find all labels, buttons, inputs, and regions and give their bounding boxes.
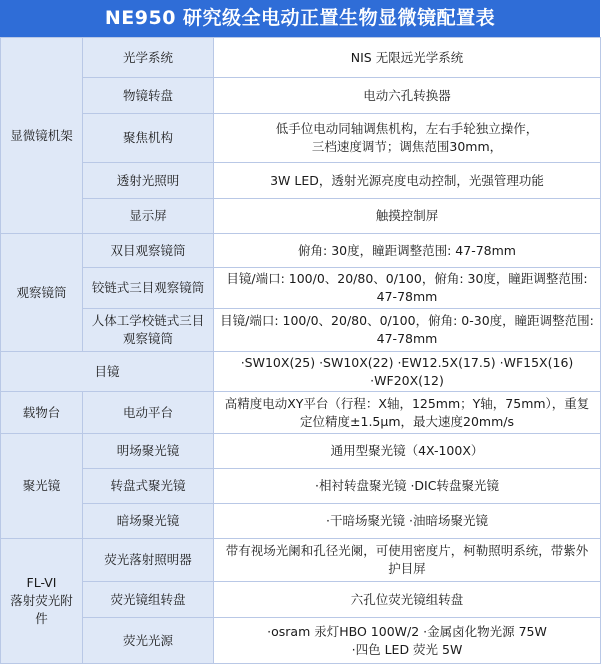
- item-label: 聚焦机构: [83, 114, 214, 163]
- value-line: 47-78mm: [376, 289, 438, 304]
- group-label-stage: 载物台: [1, 392, 83, 434]
- spec-table: [0, 37, 601, 664]
- group-label-tube: 观察镜筒: [1, 234, 83, 352]
- item-value: 六孔位荧光镜组转盘: [214, 582, 601, 618]
- item-label: 明场聚光镜: [83, 434, 214, 469]
- value-line: 定位精度±1.5μm，最大速度20mm/s: [300, 413, 514, 429]
- item-label-line: 人体工学校链式三目: [91, 313, 205, 328]
- item-value: 俯角: 30度，瞳距调整范围: 47-78mm: [214, 234, 601, 268]
- item-value: [214, 539, 601, 582]
- table-title: NE950 研究级全电动正置生物显微镜配置表: [0, 0, 600, 37]
- table-row: [1, 434, 601, 469]
- table-row: [1, 234, 601, 268]
- value-line: ·osram 汞灯HBO 100W/2 ·金属卤化物光源 75W: [267, 623, 547, 639]
- item-label: [83, 309, 214, 352]
- value-line: ·WF20X(12): [370, 372, 444, 388]
- item-value: 触摸控制屏: [214, 199, 601, 234]
- value-line: 目镜/端口: 100/0、20/80、0/100，俯角: 0-30度，瞳距调整范围:: [220, 313, 594, 328]
- table-row: [1, 38, 601, 78]
- table-row: [1, 618, 601, 664]
- table-row: [1, 539, 601, 582]
- table-row: [1, 392, 601, 434]
- item-value: NIS 无限远光学系统: [214, 38, 601, 78]
- table-row: [1, 469, 601, 504]
- item-label: 荧光镜组转盘: [83, 582, 214, 618]
- value-line: ·SW10X(25) ·SW10X(22) ·EW12.5X(17.5) ·WF15X(16): [240, 354, 574, 370]
- item-label: 电动平台: [83, 392, 214, 434]
- item-value: 3W LED，透射光源亮度电动控制，光强管理功能: [214, 163, 601, 199]
- item-label: 透射光照明: [83, 163, 214, 199]
- table-row: [1, 114, 601, 163]
- value-line: 47-78mm: [376, 331, 438, 346]
- item-label: 显示屏: [83, 199, 214, 234]
- item-value: ·干暗场聚光镜 ·油暗场聚光镜: [214, 504, 601, 539]
- item-value: [214, 114, 601, 163]
- table-row: [1, 582, 601, 618]
- group-label-line: FL-VI: [26, 575, 57, 590]
- table-row: [1, 352, 601, 392]
- value-line: 护目屏: [388, 561, 426, 576]
- group-label-line: 落射荧光附: [10, 593, 73, 608]
- group-label-condenser: 聚光镜: [1, 434, 83, 539]
- table-row: [1, 504, 601, 539]
- value-line: 三档速度调节；调焦范围30mm，: [311, 139, 503, 154]
- group-label-line: 件: [35, 611, 48, 626]
- item-label: 铰链式三目观察镜筒: [83, 268, 214, 309]
- item-value: 电动六孔转换器: [214, 78, 601, 114]
- value-line: ·四色 LED 荧光 5W: [351, 641, 463, 657]
- table-row: [1, 163, 601, 199]
- item-value: [214, 268, 601, 309]
- item-value: [214, 392, 601, 434]
- value-line: 低手位电动同轴调焦机构，左右手轮独立操作，: [275, 121, 539, 136]
- table-row: [1, 309, 601, 352]
- item-label: 荧光光源: [83, 618, 214, 664]
- value-line: 目镜/端口: 100/0、20/80、0/100，俯角: 30度，瞳距调整范围:: [226, 271, 588, 286]
- table-row: [1, 199, 601, 234]
- item-label: 荧光落射照明器: [83, 539, 214, 582]
- item-value: [214, 309, 601, 352]
- item-label: 物镜转盘: [83, 78, 214, 114]
- item-value: [214, 352, 601, 392]
- item-label: 双目观察镜筒: [83, 234, 214, 268]
- group-label-eyepiece: 目镜: [1, 352, 214, 392]
- item-value: ·相衬转盘聚光镜 ·DIC转盘聚光镜: [214, 469, 601, 504]
- table-row: [1, 78, 601, 114]
- item-label-line: 观察镜筒: [122, 331, 173, 346]
- item-label: 光学系统: [83, 38, 214, 78]
- value-line: 带有视场光阑和孔径光阑，可使用密度片，柯勒照明系统，带紫外: [225, 543, 589, 558]
- item-value: 通用型聚光镜（4X-100X）: [214, 434, 601, 469]
- value-line: 高精度电动XY平台（行程：X轴，125mm；Y轴，75mm），重复: [224, 395, 590, 411]
- table-row: [1, 268, 601, 309]
- group-label-stand: 显微镜机架: [1, 38, 83, 234]
- item-value: [214, 618, 601, 664]
- item-label: 暗场聚光镜: [83, 504, 214, 539]
- item-label: 转盘式聚光镜: [83, 469, 214, 504]
- group-label-fluorescence: [1, 539, 83, 664]
